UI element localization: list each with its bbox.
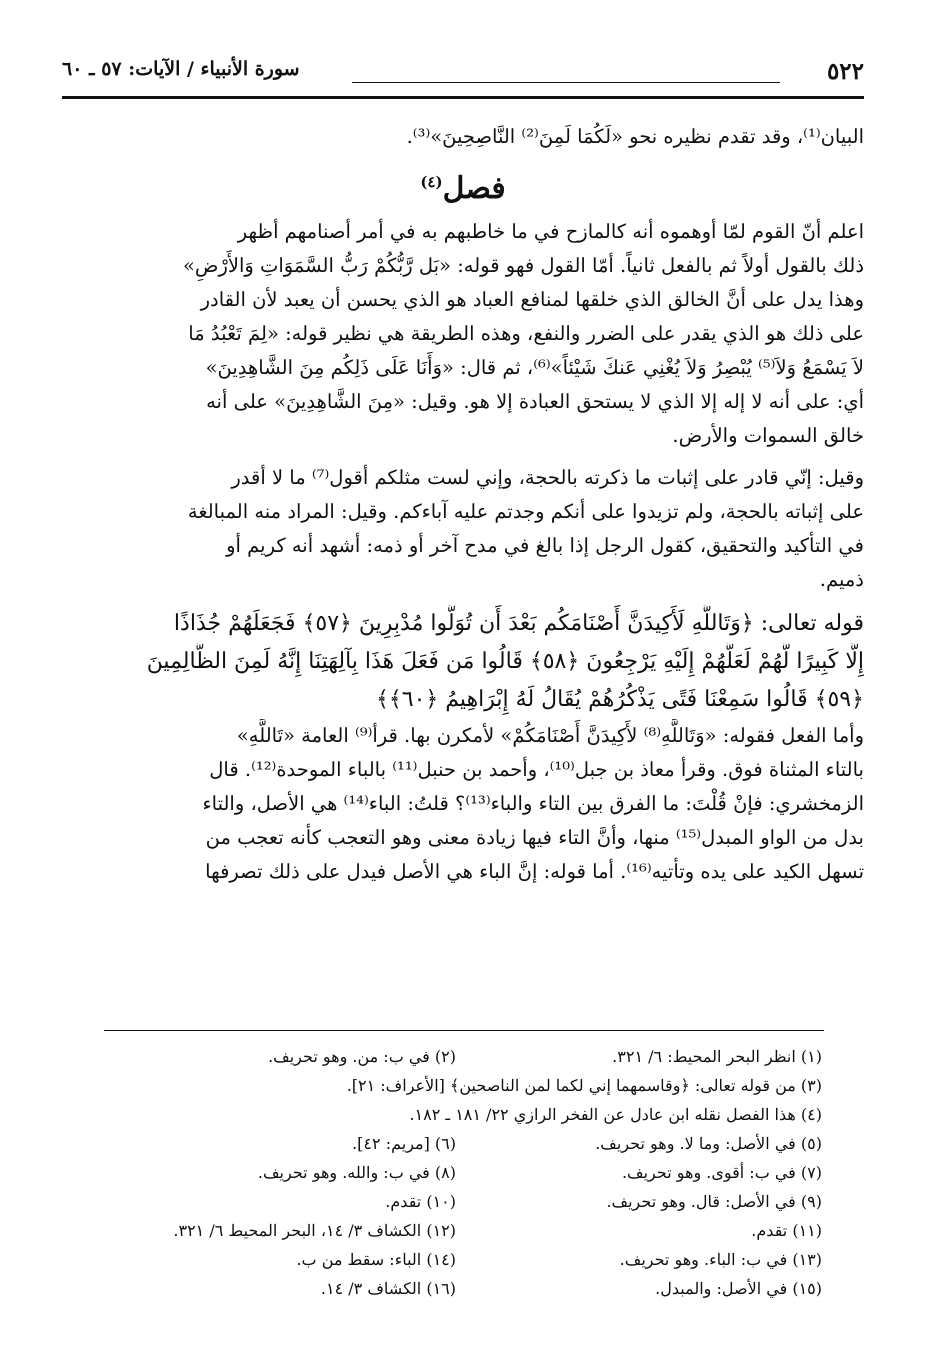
footnote: (١٤) الباء: سقط من ب. (296, 1250, 456, 1269)
footnote-row (90, 1187, 822, 1216)
main-text (62, 120, 864, 889)
verse-line: ﴿٥٩﴾ قَالُوا سَمِعْنَا فَتًى يَذْكُرُهُمْ يُقَالُ لَهُ إِبْرَاهِيمُ ﴿٦٠﴾﴾ (375, 687, 864, 712)
text-line: وأما الفعل فقوله: «وَتَاللَّهِ⁽⁸⁾ لأَكِيدَنَّ أَصْنَامَكُمْ» لأمكرن بها. قرأ⁽⁹⁾ العامة «تَاللَّهِ» (236, 724, 864, 747)
footnote-row (90, 1216, 822, 1245)
footnote-row (90, 1071, 822, 1100)
footnote: (٤) هذا الفصل نقله ابن عادل عن الفخر الرازي ٢٢/ ١٨١ ـ ١٨٢. (409, 1105, 822, 1124)
footnote-row (90, 1158, 822, 1187)
paragraph-1 (62, 215, 864, 453)
text-line: تسهل الكيد على يده وتأتيه⁽¹⁶⁾. أما قوله: إنَّ الباء هي الأصل فيدل على ذلك تصرفها (205, 860, 864, 883)
footnote: (٣) من قوله تعالى: ﴿وقاسمهما إني لكما لمن الناصحين﴾ [الأعراف: ٢١]. (346, 1076, 822, 1095)
text-line: في التأكيد والتحقيق، كقول الرجل إذا بالغ في مدح آخر أو ذمه: أشهد أنه كريم أو (226, 534, 864, 557)
footnote-separator (104, 1030, 824, 1031)
section-title-text: فصل (442, 171, 506, 206)
page-number: ٥٢٢ (826, 58, 864, 85)
footnote: (٢) في ب: من. وهو تحريف. (268, 1047, 456, 1066)
paragraph-3 (62, 719, 864, 889)
footnote-row (90, 1245, 822, 1274)
footnote-row (90, 1274, 822, 1303)
text-line: وهذا يدل على أنَّ الخالق الذي خلقها لمنافع العباد هو الذي يحسن أن يعبد لأن القادر (200, 288, 864, 311)
text-line: الزمخشري: فإنْ قُلْتَ: ما الفرق بين التاء والباء⁽¹³⁾؟ قلتُ: الباء⁽¹⁴⁾ هي الأصل، والتاء (202, 792, 864, 815)
footnote: (١) انظر البحر المحيط: ٦/ ٣٢١. (612, 1047, 822, 1066)
text-line: وقيل: إنّي قادر على إثبات ما ذكرته بالحجة، وإني لست مثلكم أقول⁽⁷⁾ ما لا أقدر (231, 466, 864, 489)
text-line: اعلم أنّ القوم لمّا أوهموه أنه كالمازح في ما خاطبهم به في أمر أصنامهم أظهر (237, 220, 864, 243)
header-rule (62, 96, 864, 99)
footnote: (١٣) في ب: الباء. وهو تحريف. (619, 1250, 822, 1269)
footnote: (٧) في ب: أقوى. وهو تحريف. (621, 1163, 822, 1182)
header-rule-short (352, 82, 780, 83)
footnote: (٩) في الأصل: قال. وهو تحريف. (606, 1192, 822, 1211)
footnote: (١١) تقدم. (751, 1221, 822, 1240)
section-title-ref: (٤) (420, 173, 443, 191)
footnote-row (90, 1100, 822, 1129)
text-line: ذميم. (819, 568, 864, 591)
paragraph-2 (62, 461, 864, 597)
footnote: (١٥) في الأصل: والمبدل. (655, 1279, 822, 1298)
text-line: ذلك بالقول أولاً ثم بالفعل ثانياً. أمّا القول فهو قوله: «بَل رَّبُّكُمْ رَبُّ السَّمَوَاتِ وَالأَرْضِ» (182, 254, 864, 277)
footnotes (90, 1042, 822, 1303)
text-line: على ذلك هو الذي يقدر على الضرر والنفع، وهذه الطريقة هي نظير قوله: «لِمَ تَعْبُدُ مَا (188, 322, 864, 345)
footnote-row (90, 1129, 822, 1158)
text-line: بدل من الواو المبدل⁽¹⁵⁾ منها، وأنَّ التاء فيها زيادة معنى وهو التعجب كأنه تعجب من (205, 826, 864, 849)
section-title (62, 160, 864, 211)
footnote-row (90, 1042, 822, 1071)
text-line: أي: على أنه لا إله إلا الذي لا يستحق العبادة إلا هو. وقيل: «مِنَ الشَّاهِدِينَ» على أنه (206, 390, 864, 413)
text-line: لاَ يَسْمَعُ وَلاَ⁽⁵⁾ يُبْصِرُ وَلاَ يُغْنِي عَنكَ شَيْئاً»⁽⁶⁾، ثم قال: «وَأَنَا عَلَى ذَلِكُم مِنَ الشَّاهِدِينَ» (205, 356, 864, 379)
footnote: (٥) في الأصل: وما لا. وهو تحريف. (595, 1134, 822, 1153)
quran-verse-block (62, 605, 864, 719)
surah-info: سورة الأنبياء / الآيات: ٥٧ ـ ٦٠ (62, 58, 300, 80)
verse-line: إِلَّا كَبِيرًا لَّهُمْ لَعَلَّهُمْ إِلَيْهِ يَرْجِعُونَ ﴿٥٨﴾ قَالُوا مَن فَعَلَ هَذَا بِآلِهَتِنَا إِنَّهُ لَمِنَ الظَّالِمِينَ (146, 649, 864, 674)
footnote: (١٦) الكشاف ٣/ ١٤. (320, 1279, 456, 1298)
page-header (62, 52, 864, 98)
intro-line: البيان⁽¹⁾، وقد تقدم نظيره نحو «لَكُمَا لَمِنَ⁽²⁾ النَّاصِحِينَ»⁽³⁾. (406, 125, 864, 148)
footnote: (٦) [مريم: ٤٢]. (352, 1134, 456, 1153)
footnote: (١٠) تقدم. (385, 1192, 456, 1211)
text-line: على إثباته بالحجة، ولم تزيدوا على أنكم وجدتم عليه آباءكم. وقيل: المراد منه المبالغة (187, 500, 864, 523)
footnote: (١٢) الكشاف ٣/ ١٤، البحر المحيط ٦/ ٣٢١. (173, 1221, 456, 1240)
footnote: (٨) في ب: والله. وهو تحريف. (257, 1163, 456, 1182)
verse-line: قوله تعالى: ﴿وَتَاللَّهِ لَأَكِيدَنَّ أَصْنَامَكُم بَعْدَ أَن تُوَلُّوا مُدْبِرِينَ ﴿٥٧﴾ فَجَعَلَهُمْ جُذَاذًا (173, 611, 864, 636)
text-line: خالق السموات والأرض. (672, 424, 864, 447)
text-line: بالتاء المثناة فوق. وقرأ معاذ بن جبل⁽¹⁰⁾، وأحمد بن حنبل⁽¹¹⁾ بالباء الموحدة⁽¹²⁾. قال (209, 758, 864, 781)
